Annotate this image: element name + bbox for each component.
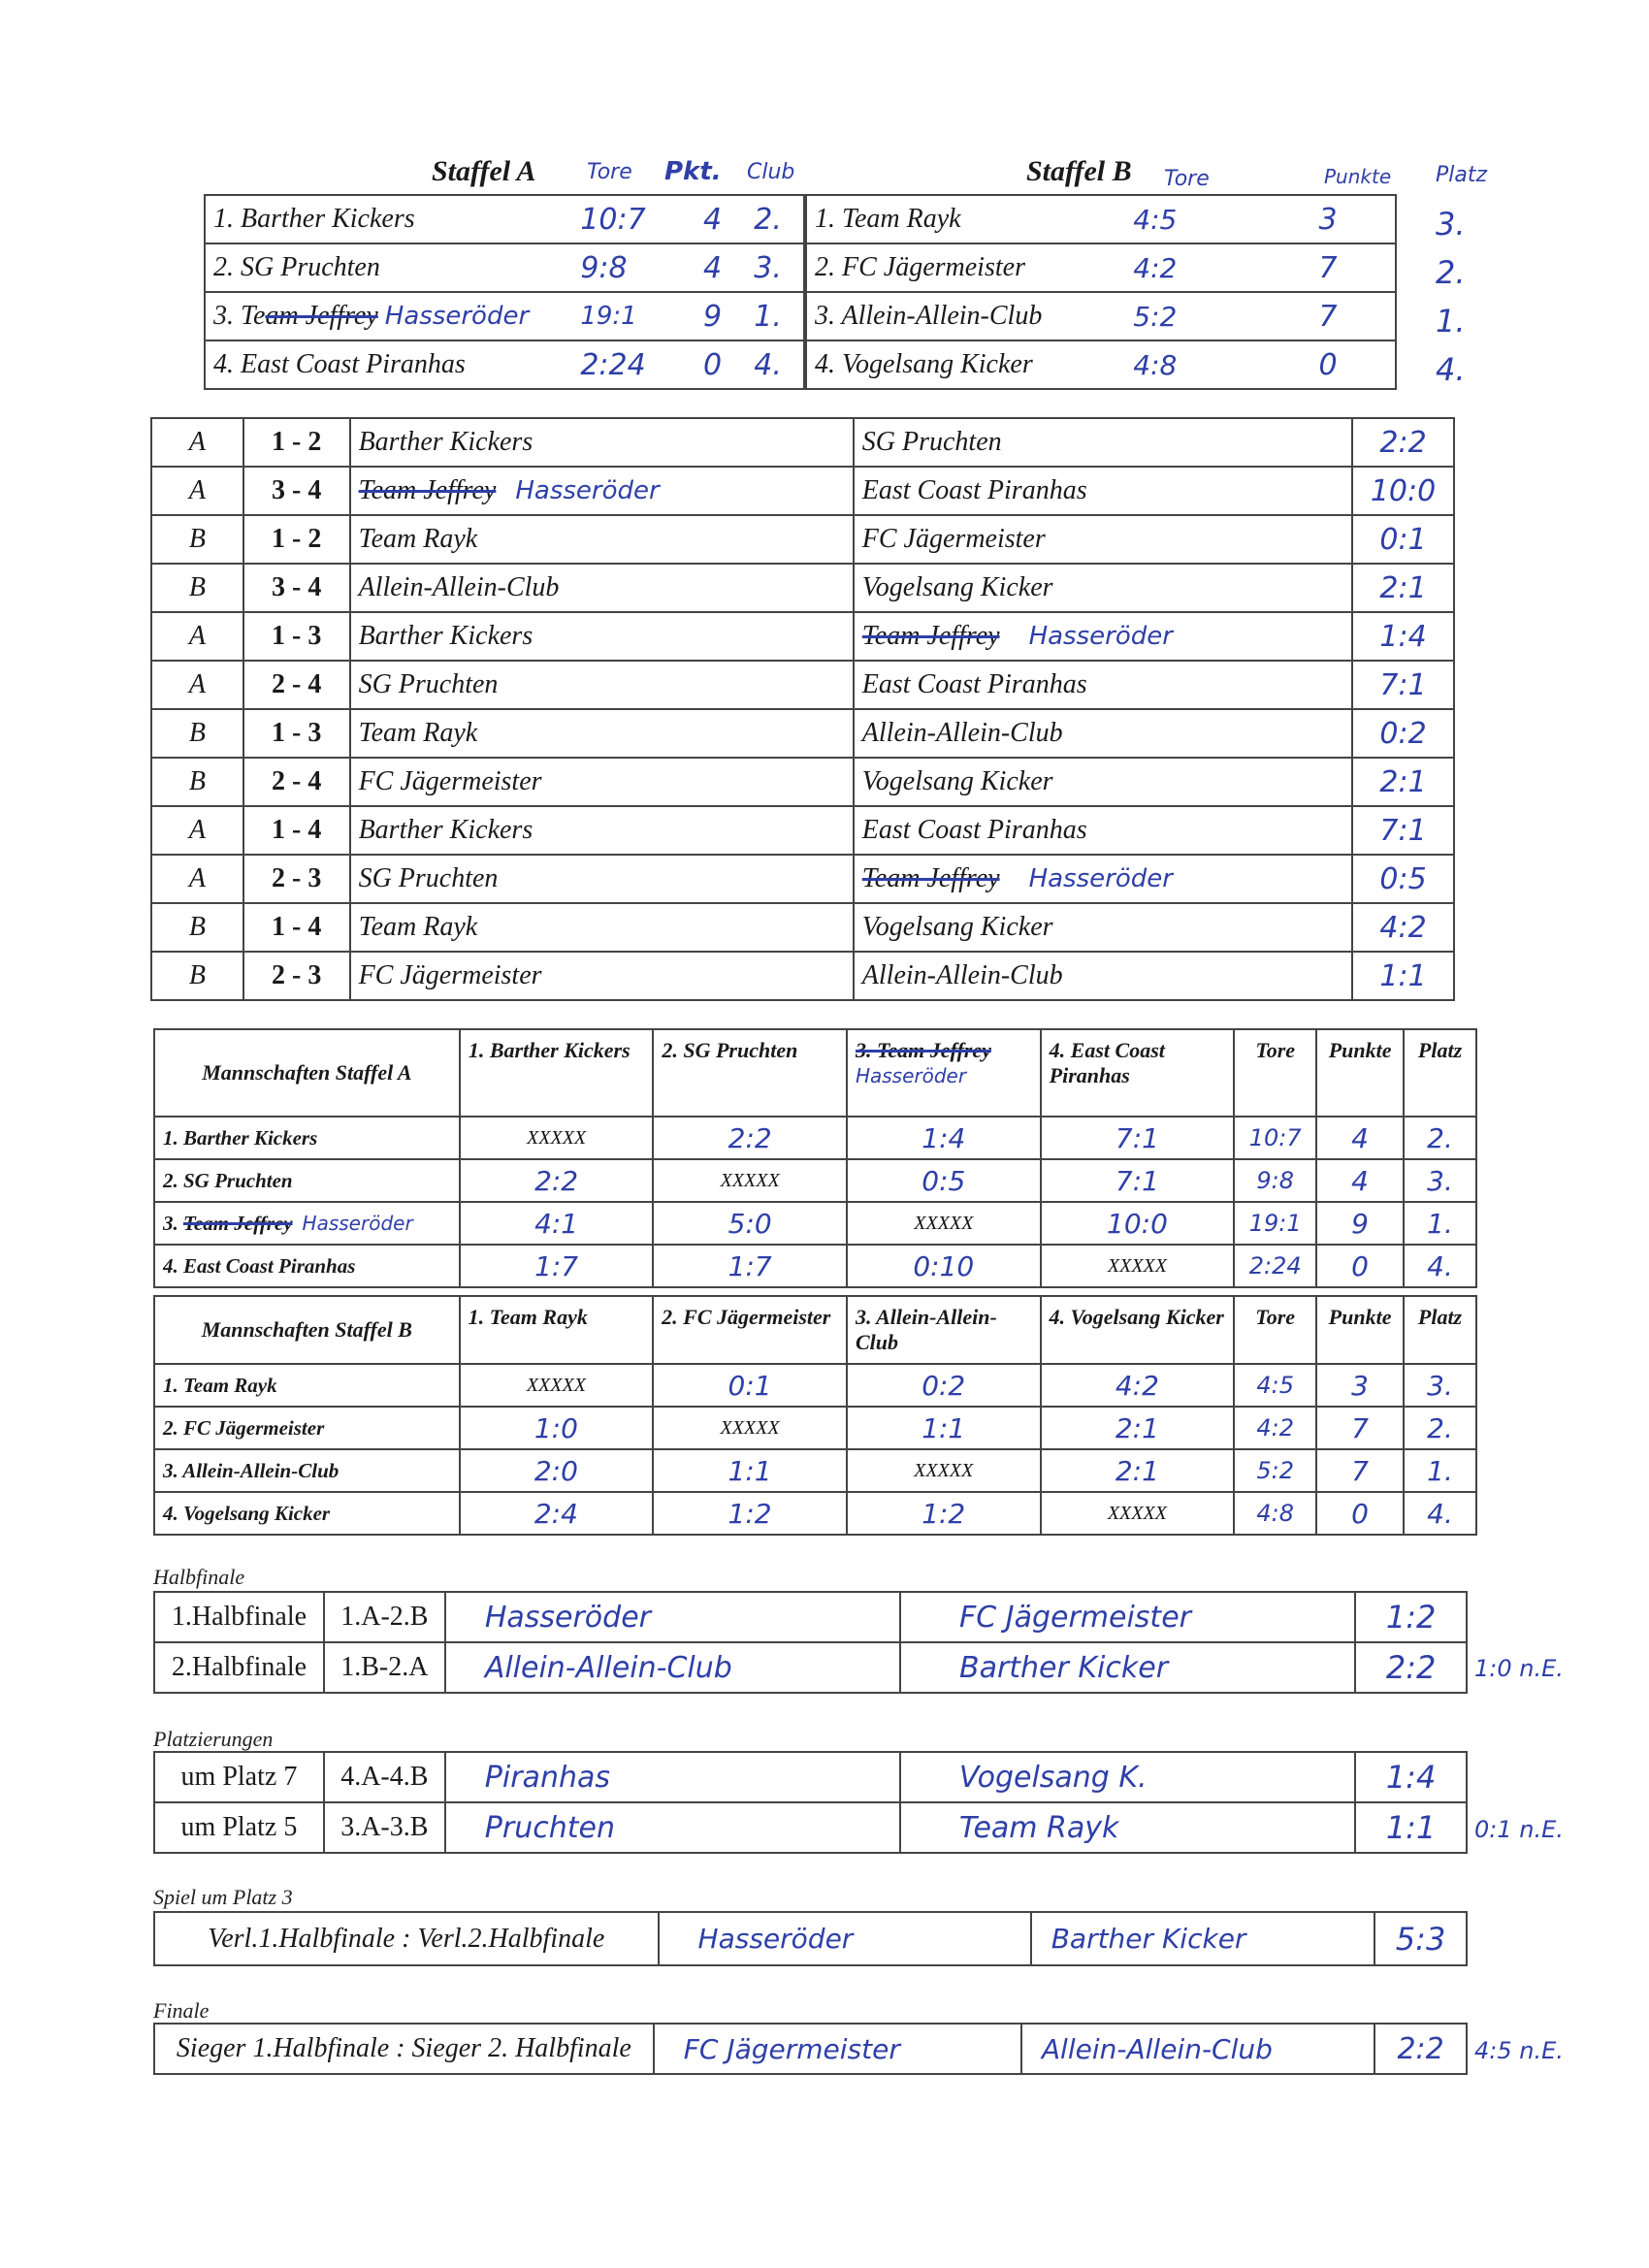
matrix-rank: 1. [1404, 1202, 1476, 1245]
standings-a-row [205, 292, 804, 340]
hand-b-col-punkte: Punkte [1324, 165, 1392, 188]
knockout-round: um Platz 7 [154, 1752, 324, 1802]
knockout-team1: Pruchten [445, 1802, 900, 1853]
matrix-col-header [847, 1029, 1041, 1117]
matrix-row [154, 1202, 1476, 1245]
team-name: 4. Vogelsang Kicker [806, 340, 1125, 389]
match-group: B [151, 903, 243, 952]
points: 0 [1270, 340, 1396, 389]
platz3-team2: Barther Kicker [1031, 1912, 1374, 1965]
standings-b-rank: 4. [1436, 351, 1466, 388]
matrix-cell-result: 4:1 [460, 1202, 654, 1245]
matrix-points: 9 [1316, 1202, 1404, 1245]
team-name: 3. Allein-Allein-Club [806, 292, 1125, 340]
matrix-row-team: 4. Vogelsang Kicker [154, 1492, 460, 1535]
platz3-row [154, 1912, 1467, 1965]
standings-b-table [805, 194, 1397, 390]
halbfinale-2-note: 1:0 n.E. [1474, 1655, 1564, 1682]
hand-team-name: Hasseröder [302, 1211, 413, 1235]
platz-5-note: 0:1 n.E. [1474, 1816, 1564, 1843]
rank: 4. [746, 340, 804, 389]
struck-team-name: Team Jeffrey [358, 475, 497, 505]
matrix-tore: 5:2 [1234, 1449, 1316, 1492]
matrix-row-team: 2. FC Jägermeister [154, 1407, 460, 1449]
points: 3 [1270, 195, 1396, 243]
hand-a-col-tore: Tore [587, 160, 632, 184]
rank: 2. [746, 195, 804, 243]
platz3-table [153, 1911, 1468, 1966]
team-prefix: 3. Te [213, 301, 266, 331]
match-score: 1:4 [1352, 612, 1454, 661]
match-row [151, 903, 1454, 952]
match-score: 0:1 [1352, 515, 1454, 564]
match-row [151, 612, 1454, 661]
matrix-cell-result: 0:5 [847, 1159, 1041, 1202]
points: 7 [1270, 243, 1396, 292]
matrix-cell-result: 0:2 [847, 1364, 1041, 1407]
knockout-team2: Barther Kicker [900, 1642, 1355, 1693]
match-home: FC Jägermeister [350, 758, 854, 806]
match-home: Team Rayk [350, 515, 854, 564]
knockout-team1: Piranhas [445, 1752, 900, 1802]
match-away: Allein-Allein-Club [854, 709, 1352, 758]
tore: 10:7 [572, 195, 679, 243]
matrix-tore: 2:24 [1234, 1245, 1316, 1287]
platz-header: Platz [1404, 1029, 1476, 1117]
match-pairing: 3 - 4 [243, 564, 350, 612]
platzierungen-label: Platzierungen [153, 1727, 274, 1751]
tore: 2:24 [572, 340, 679, 389]
matrix-row [154, 1159, 1476, 1202]
match-pairing: 1 - 2 [243, 515, 350, 564]
match-score: 2:1 [1352, 564, 1454, 612]
points: 4 [679, 195, 746, 243]
matrix-tore: 9:8 [1234, 1159, 1316, 1202]
finale-score: 2:2 [1374, 2024, 1467, 2074]
match-away: East Coast Piranhas [854, 467, 1352, 515]
matrix-cell-result: 7:1 [1041, 1159, 1235, 1202]
match-home: FC Jägermeister [350, 952, 854, 1000]
matrix-col-header: 2. FC Jägermeister [653, 1296, 847, 1364]
matrix-rank: 4. [1404, 1492, 1476, 1535]
matrix-points: 4 [1316, 1117, 1404, 1159]
matrix-cell-result: 7:1 [1041, 1117, 1235, 1159]
matrix-tore: 19:1 [1234, 1202, 1316, 1245]
hand-team-name: Hasseröder [1028, 622, 1173, 651]
matrix-cell-result: 2:1 [1041, 1449, 1235, 1492]
hand-a-col-pkt: Pkt. [664, 157, 722, 186]
matrix-cell-result: 2:1 [1041, 1407, 1235, 1449]
standings-b-row [806, 195, 1396, 243]
match-pairing: 1 - 2 [243, 418, 350, 467]
knockout-team1: Allein-Allein-Club [445, 1642, 900, 1693]
matrix-rank: 1. [1404, 1449, 1476, 1492]
standings-b-row [806, 243, 1396, 292]
match-score: 0:5 [1352, 855, 1454, 903]
matrix-row [154, 1364, 1476, 1407]
match-group: A [151, 806, 243, 855]
matrix-points: 4 [1316, 1159, 1404, 1202]
standings-b-rank: 2. [1436, 254, 1466, 291]
platz3-desc: Verl.1.Halbfinale : Verl.2.Halbfinale [154, 1912, 659, 1965]
knockout-score: 2:2 [1355, 1642, 1467, 1693]
match-away: East Coast Piranhas [854, 661, 1352, 709]
match-score: 1:1 [1352, 952, 1454, 1000]
struck-team-name: Team Jeffrey [183, 1211, 293, 1235]
knockout-row [154, 1752, 1467, 1802]
matrix-rank: 2. [1404, 1407, 1476, 1449]
struck-team-name: Team Jeffrey [861, 621, 1000, 651]
match-row [151, 418, 1454, 467]
matrix-cell-result: 1:2 [847, 1492, 1041, 1535]
match-group: B [151, 758, 243, 806]
knockout-row [154, 1592, 1467, 1642]
knockout-team2: FC Jägermeister [900, 1592, 1355, 1642]
matrix-rank: 2. [1404, 1117, 1476, 1159]
matrix-cell-result: 0:10 [847, 1245, 1041, 1287]
matrix-row [154, 1492, 1476, 1535]
punkte-header: Punkte [1316, 1296, 1404, 1364]
knockout-pairing: 1.A-2.B [324, 1592, 445, 1642]
matrix-points: 7 [1316, 1449, 1404, 1492]
matrix-a-table [153, 1028, 1477, 1288]
standings-b-rank: 1. [1436, 303, 1466, 340]
matrix-cell-result: 2:0 [460, 1449, 654, 1492]
matrix-row-team: 2. SG Pruchten [154, 1159, 460, 1202]
matrix-cell-result: 1:4 [847, 1117, 1041, 1159]
matrix-row [154, 1407, 1476, 1449]
match-away: Vogelsang Kicker [854, 564, 1352, 612]
knockout-score: 1:2 [1355, 1592, 1467, 1642]
match-home: Team Rayk [350, 903, 854, 952]
matrix-col-header: 1. Barther Kickers [460, 1029, 654, 1117]
matrix-cell-result: 4:2 [1041, 1364, 1235, 1407]
knockout-score: 1:4 [1355, 1752, 1467, 1802]
hand-b-col-platz: Platz [1436, 163, 1488, 187]
tore-header: Tore [1234, 1296, 1316, 1364]
tore: 4:8 [1125, 340, 1270, 389]
points: 0 [679, 340, 746, 389]
matrix-cell-self: XXXXX [1041, 1492, 1235, 1535]
hand-team-name: Hasseröder [515, 476, 660, 505]
matrix-col-header: 4. East Coast Piranhas [1041, 1029, 1235, 1117]
finale-desc: Sieger 1.Halbfinale : Sieger 2. Halbfinale [154, 2024, 654, 2074]
match-row [151, 467, 1454, 515]
finale-note: 4:5 n.E. [1474, 2037, 1564, 2064]
team-prefix: 3. [163, 1211, 183, 1235]
match-score: 7:1 [1352, 806, 1454, 855]
matrix-row [154, 1449, 1476, 1492]
matrix-cell-self: XXXXX [460, 1364, 654, 1407]
matrix-row-team: 1. Barther Kickers [154, 1117, 460, 1159]
knockout-round: 2.Halbfinale [154, 1642, 324, 1693]
knockout-pairing: 3.A-3.B [324, 1802, 445, 1853]
hand-b-col-tore: Tore [1164, 167, 1210, 191]
match-row [151, 564, 1454, 612]
finale-table [153, 2023, 1468, 2075]
match-away: Vogelsang Kicker [854, 758, 1352, 806]
matrix-col-header: 3. Allein-Allein-Club [847, 1296, 1041, 1364]
matrix-row-team: 3. Allein-Allein-Club [154, 1449, 460, 1492]
struck-team-name: Team Jeffrey [861, 863, 1000, 893]
match-schedule-table [150, 417, 1455, 1001]
matrix-points: 7 [1316, 1407, 1404, 1449]
team-name: 2. SG Pruchten [205, 243, 572, 292]
match-group: A [151, 661, 243, 709]
knockout-score: 1:1 [1355, 1802, 1467, 1853]
points: 4 [679, 243, 746, 292]
tore-header: Tore [1234, 1029, 1316, 1117]
match-group: A [151, 418, 243, 467]
platz-header: Platz [1404, 1296, 1476, 1364]
punkte-header: Punkte [1316, 1029, 1404, 1117]
matrix-cell-result: 10:0 [1041, 1202, 1235, 1245]
match-away [854, 855, 1352, 903]
matrix-cell-self: XXXXX [653, 1407, 847, 1449]
match-score: 0:2 [1352, 709, 1454, 758]
matrix-col-header: 4. Vogelsang Kicker [1041, 1296, 1235, 1364]
knockout-pairing: 1.B-2.A [324, 1642, 445, 1693]
match-row [151, 952, 1454, 1000]
match-pairing: 2 - 3 [243, 855, 350, 903]
matrix-points: 0 [1316, 1245, 1404, 1287]
match-group: A [151, 612, 243, 661]
matrix-a-header [154, 1029, 1476, 1117]
finale-row [154, 2024, 1467, 2074]
matrix-tore: 4:5 [1234, 1364, 1316, 1407]
tore: 4:2 [1125, 243, 1270, 292]
match-row [151, 758, 1454, 806]
matrix-cell-result: 1:7 [653, 1245, 847, 1287]
tore: 9:8 [572, 243, 679, 292]
halbfinale-table [153, 1591, 1468, 1694]
standings-b-row [806, 292, 1396, 340]
matrix-corner: Mannschaften Staffel B [154, 1296, 460, 1364]
match-pairing: 2 - 4 [243, 758, 350, 806]
match-row [151, 855, 1454, 903]
matrix-b-header [154, 1296, 1476, 1364]
match-pairing: 3 - 4 [243, 467, 350, 515]
hand-team-header: Hasseröder [855, 1064, 967, 1087]
match-row [151, 806, 1454, 855]
team-name: 4. East Coast Piranhas [205, 340, 572, 389]
matrix-cell-result: 1:0 [460, 1407, 654, 1449]
platz3-score: 5:3 [1374, 1912, 1467, 1965]
knockout-round: um Platz 5 [154, 1802, 324, 1853]
matrix-cell-result: 1:2 [653, 1492, 847, 1535]
knockout-round: 1.Halbfinale [154, 1592, 324, 1642]
match-pairing: 1 - 3 [243, 612, 350, 661]
staffel-a-title: Staffel A [432, 155, 536, 187]
matrix-tore: 10:7 [1234, 1117, 1316, 1159]
matrix-cell-result: 2:4 [460, 1492, 654, 1535]
finale-label: Finale [153, 1998, 210, 2023]
finale-team2: Allein-Allein-Club [1021, 2024, 1374, 2074]
match-row [151, 709, 1454, 758]
platz3-team1: Hasseröder [659, 1912, 1031, 1965]
match-score: 2:1 [1352, 758, 1454, 806]
match-home: SG Pruchten [350, 855, 854, 903]
match-group: B [151, 515, 243, 564]
match-score: 2:2 [1352, 418, 1454, 467]
matrix-col-header: 1. Team Rayk [460, 1296, 654, 1364]
matrix-tore: 4:8 [1234, 1492, 1316, 1535]
hand-team-name: Hasseröder [384, 302, 530, 331]
standings-b-rank: 3. [1436, 206, 1466, 243]
matrix-points: 0 [1316, 1492, 1404, 1535]
match-pairing: 1 - 4 [243, 903, 350, 952]
match-away [854, 612, 1352, 661]
matrix-row-team: 4. East Coast Piranhas [154, 1245, 460, 1287]
hand-team-name: Hasseröder [1028, 864, 1173, 893]
match-away: Vogelsang Kicker [854, 903, 1352, 952]
match-away: Allein-Allein-Club [854, 952, 1352, 1000]
matrix-cell-self: XXXXX [460, 1117, 654, 1159]
tore: 19:1 [572, 292, 679, 340]
match-pairing: 2 - 3 [243, 952, 350, 1000]
struck-team-header: 3. Team Jeffrey [855, 1038, 991, 1062]
match-group: B [151, 709, 243, 758]
matrix-cell-self: XXXXX [1041, 1245, 1235, 1287]
matrix-b-table [153, 1295, 1477, 1536]
matrix-cell-self: XXXXX [653, 1159, 847, 1202]
match-group: B [151, 952, 243, 1000]
match-group: A [151, 855, 243, 903]
matrix-rank: 3. [1404, 1159, 1476, 1202]
standings-a-row [205, 195, 804, 243]
struck-team-name: am Jeffrey [265, 301, 378, 331]
team-name: 1. Barther Kickers [205, 195, 572, 243]
match-row [151, 661, 1454, 709]
halbfinale-label: Halbfinale [153, 1565, 245, 1589]
matrix-rank: 3. [1404, 1364, 1476, 1407]
match-score: 10:0 [1352, 467, 1454, 515]
match-score: 7:1 [1352, 661, 1454, 709]
team-name: 2. FC Jägermeister [806, 243, 1125, 292]
match-home: Team Rayk [350, 709, 854, 758]
matrix-row [154, 1117, 1476, 1159]
match-score: 4:2 [1352, 903, 1454, 952]
points: 7 [1270, 292, 1396, 340]
knockout-team1: Hasseröder [445, 1592, 900, 1642]
matrix-row [154, 1245, 1476, 1287]
rank: 3. [746, 243, 804, 292]
matrix-cell-result: 2:2 [653, 1117, 847, 1159]
match-pairing: 1 - 3 [243, 709, 350, 758]
knockout-pairing: 4.A-4.B [324, 1752, 445, 1802]
staffel-b-title: Staffel B [1026, 155, 1132, 187]
knockout-team2: Vogelsang K. [900, 1752, 1355, 1802]
matrix-points: 3 [1316, 1364, 1404, 1407]
match-group: A [151, 467, 243, 515]
match-home: Barther Kickers [350, 612, 854, 661]
match-away: East Coast Piranhas [854, 806, 1352, 855]
matrix-row-team [154, 1202, 460, 1245]
matrix-cell-result: 5:0 [653, 1202, 847, 1245]
match-home [350, 467, 854, 515]
matrix-cell-result: 1:1 [653, 1449, 847, 1492]
standings-a-row [205, 243, 804, 292]
matrix-cell-result: 0:1 [653, 1364, 847, 1407]
matrix-rank: 4. [1404, 1245, 1476, 1287]
matrix-corner: Mannschaften Staffel A [154, 1029, 460, 1117]
matrix-cell-self: XXXXX [847, 1449, 1041, 1492]
match-home: Allein-Allein-Club [350, 564, 854, 612]
rank: 1. [746, 292, 804, 340]
standings-a-row [205, 340, 804, 389]
match-home: Barther Kickers [350, 418, 854, 467]
knockout-row [154, 1802, 1467, 1853]
match-pairing: 1 - 4 [243, 806, 350, 855]
match-row [151, 515, 1454, 564]
platz3-label: Spiel um Platz 3 [153, 1885, 293, 1909]
match-home: Barther Kickers [350, 806, 854, 855]
matrix-cell-result: 2:2 [460, 1159, 654, 1202]
match-home: SG Pruchten [350, 661, 854, 709]
match-away: FC Jägermeister [854, 515, 1352, 564]
tore: 5:2 [1125, 292, 1270, 340]
match-group: B [151, 564, 243, 612]
match-away: SG Pruchten [854, 418, 1352, 467]
tore: 4:5 [1125, 195, 1270, 243]
matrix-cell-result: 1:1 [847, 1407, 1041, 1449]
matrix-cell-self: XXXXX [847, 1202, 1041, 1245]
platzierungen-table [153, 1751, 1468, 1854]
matrix-col-header: 2. SG Pruchten [653, 1029, 847, 1117]
matrix-cell-result: 1:7 [460, 1245, 654, 1287]
matrix-tore: 4:2 [1234, 1407, 1316, 1449]
finale-team1: FC Jägermeister [654, 2024, 1021, 2074]
standings-b-row [806, 340, 1396, 389]
hand-a-col-club: Club [747, 160, 795, 184]
team-name: 1. Team Rayk [806, 195, 1125, 243]
match-pairing: 2 - 4 [243, 661, 350, 709]
matrix-row-team: 1. Team Rayk [154, 1364, 460, 1407]
knockout-row [154, 1642, 1467, 1693]
standings-a-table [204, 194, 805, 390]
points: 9 [679, 292, 746, 340]
knockout-team2: Team Rayk [900, 1802, 1355, 1853]
team-name [205, 292, 572, 340]
